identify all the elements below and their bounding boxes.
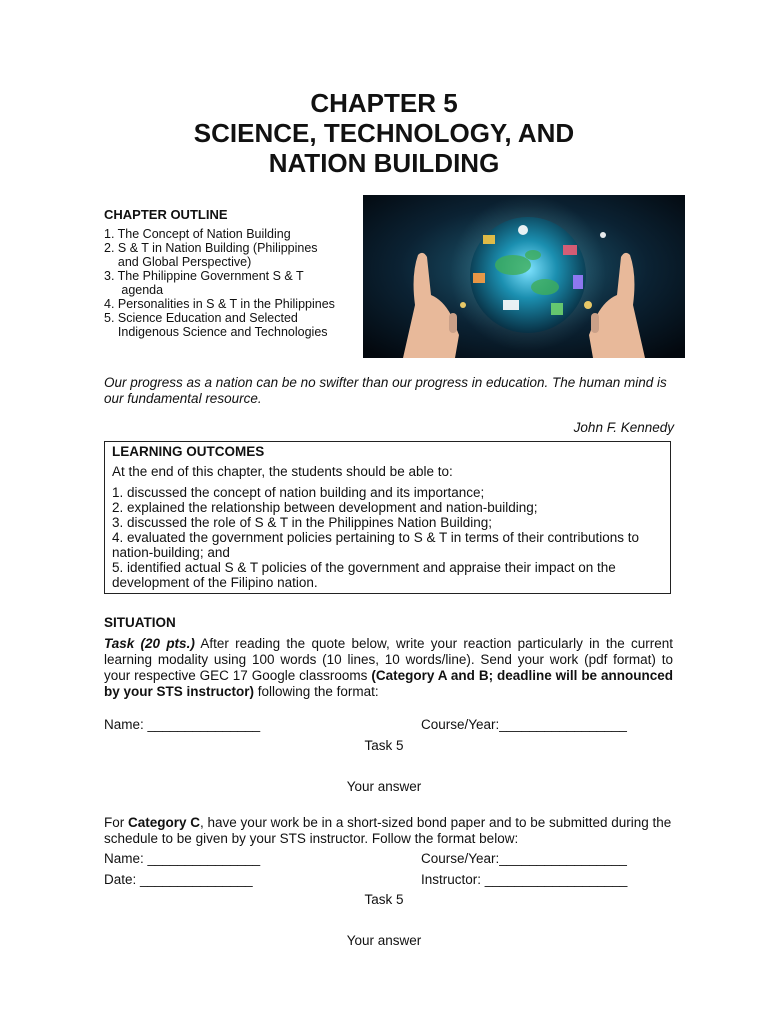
name-field-2: Name: _______________ <box>104 851 261 866</box>
outline-item: 4. Personalities in S & T in the Philippines <box>104 297 335 311</box>
category-c-label: Category C <box>128 815 201 830</box>
your-answer-2: Your answer <box>346 933 422 948</box>
learning-outcome-item: 2. explained the relationship between development and nation-building; <box>112 500 538 515</box>
outline-item: 5. Science Education and Selected <box>104 311 298 325</box>
technology-globe-image <box>363 195 685 358</box>
outline-item: 2. S & T in Nation Building (Philippines <box>104 241 318 255</box>
learning-outcome-item: 5. identified actual S & T policies of the government and appraise their impact on the development of the Filipino nation. <box>112 560 616 590</box>
outline-item: Indigenous Science and Technologies <box>104 325 328 339</box>
task-instructions <box>104 636 673 700</box>
outline-item: 3. The Philippine Government S & T <box>104 269 304 283</box>
quote-author: John F. Kennedy <box>573 420 674 435</box>
situation-heading: SITUATION <box>104 615 176 630</box>
outline-item: and Global Perspective) <box>104 255 252 269</box>
outline-heading: CHAPTER OUTLINE <box>104 207 228 222</box>
chapter-title-line-2: SCIENCE, TECHNOLOGY, AND <box>193 118 575 148</box>
outline-item: 1. The Concept of Nation Building <box>104 227 291 241</box>
chapter-number: CHAPTER 5 <box>310 88 458 118</box>
chapter-outline <box>104 208 335 339</box>
course-year-field: Course/Year:_________________ <box>421 717 627 732</box>
learning-outcomes-heading: LEARNING OUTCOMES <box>112 444 265 459</box>
category-c-instructions <box>104 815 673 846</box>
quote-text: Our progress as a nation can be no swifter than our progress in education. The human mind is our fundamental resource. <box>104 375 667 406</box>
outline-item: agenda <box>104 283 164 297</box>
chapter-title <box>0 88 768 178</box>
category-c-text: , have your work be in a short-sized bond paper and to be submitted during the schedule to be given by your STS instructor. Follow the format below: <box>104 815 672 846</box>
learning-outcome-item: 4. evaluated the government policies pertaining to S & T in terms of their contributions to nation-building; and <box>112 530 640 560</box>
learning-outcomes-intro: At the end of this chapter, the students should be able to: <box>112 464 453 479</box>
instructor-field: Instructor: ___________________ <box>421 872 628 887</box>
name-field: Name: _______________ <box>104 717 261 732</box>
category-c-pre: For <box>104 815 129 830</box>
task-label: Task (20 pts.) <box>104 636 195 651</box>
course-year-field-2: Course/Year:_________________ <box>421 851 627 866</box>
your-answer: Your answer <box>346 779 422 794</box>
learning-outcome-item: 1. discussed the concept of nation building and its importance; <box>112 485 485 500</box>
learning-outcome-item: 3. discussed the role of S & T in the Philippines Nation Building; <box>112 515 492 530</box>
task-text: After reading the quote below, write your reaction particularly in the current learning modality using 100 words (10 lines, 10 words/line). Send your work (pdf format) to your respective GEC 17 Google classrooms <box>104 636 673 683</box>
globe-hands-illustration <box>363 195 685 358</box>
task-title-2: Task 5 <box>364 892 404 907</box>
task-text-end: following the format: <box>254 684 379 699</box>
chapter-title-line-3: NATION BUILDING <box>268 148 500 178</box>
date-field: Date: _______________ <box>104 872 253 887</box>
learning-outcomes-box <box>104 441 671 594</box>
task-title: Task 5 <box>364 738 404 753</box>
task-category-note: (Category A and B; deadline will be announced by your STS instructor) <box>104 668 673 699</box>
